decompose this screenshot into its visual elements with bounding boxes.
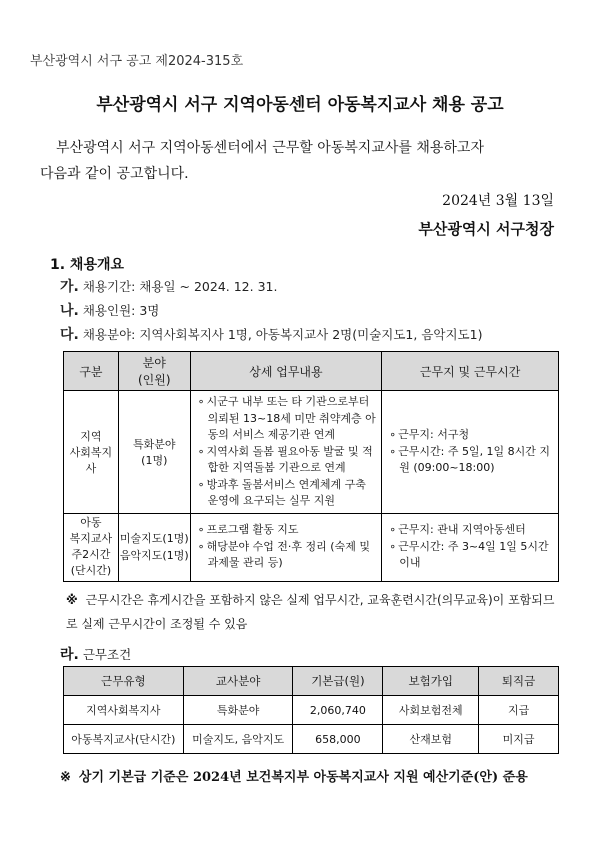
table-cell: 지급	[479, 696, 559, 725]
workplace-cell	[382, 513, 559, 581]
table-cell: 658,000	[293, 725, 383, 754]
bullet-icon: ∘	[197, 539, 205, 553]
table-cell: 특화분야	[183, 696, 293, 725]
list-item: ∘ 시군구 내부 또는 타 기관으로부터 의뢰된 13~18세 미만 취약계층 아동의 서비스 제공기관 연계	[197, 395, 376, 441]
table-row	[64, 391, 559, 514]
list-item: ∘ 방과후 돌봄서비스 연계체계 구축 운영에 요구되는 실무 지원	[197, 477, 366, 507]
duties-cell	[190, 391, 382, 514]
work-conditions-table	[63, 666, 559, 754]
page-title: 부산광역시 서구 지역아동센터 아동복지교사 채용 공고	[96, 95, 504, 115]
table-cell: 산재보험	[383, 725, 479, 754]
header-cell: 상세 업무내용	[190, 352, 382, 391]
header-cell: 기본급(원)	[293, 667, 383, 696]
notice-date: 2024년 3월 13일	[442, 193, 554, 209]
item-marker: 다.	[60, 327, 79, 343]
note-text: 상기 기본급 기준은 2024년 보건복지부 아동복지교사 지원 예산기준(안) 준용	[78, 770, 528, 785]
list-item: ∘ 근무지: 관내 지역아동센터	[389, 523, 526, 537]
table-cell: 미술지도, 음악지도	[183, 725, 293, 754]
bullet-icon: ∘	[197, 523, 205, 537]
list-item	[60, 324, 482, 344]
header-cell: 보험가입	[383, 667, 479, 696]
item-text: 채용인원: 3명	[82, 303, 160, 318]
note-marker: ※	[60, 770, 71, 785]
category-cell: 아동 복지교사 주2시간 (단시간)	[64, 513, 119, 581]
table-cell: 미지급	[479, 725, 559, 754]
table-row	[64, 696, 559, 725]
bullet-icon: ∘	[197, 444, 205, 458]
list-item: ∘ 근무시간: 주 3~4일 1일 5시간 이내	[389, 539, 549, 570]
table-cell: 지역사회복지사	[64, 696, 184, 725]
table-cell: 사회보험전체	[383, 696, 479, 725]
item-marker: 나.	[60, 303, 79, 319]
salary-basis-note	[60, 766, 528, 785]
header-cell: 분야 (인원)	[118, 352, 190, 391]
table-row	[64, 725, 559, 754]
item-text: 근무조건	[82, 647, 132, 662]
header-cell: 퇴직금	[479, 667, 559, 696]
intro-line-2: 다음과 같이 공고합니다.	[40, 166, 189, 182]
bullet-icon: ∘	[389, 444, 397, 458]
header-cell: 교사분야	[183, 667, 293, 696]
bullet-icon: ∘	[389, 428, 397, 441]
category-cell: 지역 사회복지사	[64, 391, 119, 514]
table-cell: 아동복지교사(단시간)	[64, 725, 184, 754]
list-item: ∘ 근무시간: 주 5일, 1일 8시간 지원 (09:00~18:00)	[389, 444, 551, 474]
list-item: ∘ 프로그램 활동 지도	[197, 523, 299, 537]
list-item: ∘ 근무지: 서구청	[389, 428, 470, 441]
note-marker: ※	[66, 593, 78, 607]
section-heading: 1. 채용개요	[50, 257, 125, 273]
item-marker: 라.	[60, 647, 79, 663]
work-hours-note	[66, 588, 566, 636]
item-marker: 가.	[60, 279, 79, 295]
bullet-icon: ∘	[197, 477, 205, 491]
bullet-icon: ∘	[197, 395, 205, 408]
field-cell: 미술지도(1명) 음악지도(1명)	[118, 513, 190, 581]
list-item	[60, 276, 277, 296]
notice-number: 부산광역시 서구 공고 제2024-315호	[30, 54, 244, 69]
item-text: 채용기간: 채용일 ~ 2024. 12. 31.	[82, 279, 278, 294]
table-cell: 2,060,740	[293, 696, 383, 725]
note-text: 근무시간은 휴게시간을 포함하지 않은 실제 업무시간, 교육훈련시간(의무교육)이 포함되므로 실제 근무시간이 조정될 수 있음	[66, 593, 555, 631]
list-item: ∘ 지역사회 돌봄 필요아동 발굴 및 적합한 지역돌봄 기관으로 연계	[197, 444, 373, 474]
table-header-row	[64, 352, 559, 391]
bullet-icon: ∘	[389, 523, 397, 537]
header-cell: 근무유형	[64, 667, 184, 696]
subsection-heading	[60, 644, 131, 664]
table-row	[64, 513, 559, 581]
bullet-icon: ∘	[389, 539, 397, 553]
duties-cell	[190, 513, 382, 581]
header-cell: 근무지 및 근무시간	[382, 352, 559, 391]
header-cell: 구분	[64, 352, 119, 391]
table-header-row	[64, 667, 559, 696]
item-text: 채용분야: 지역사회복지사 1명, 아동복지교사 2명(미술지도1, 음악지도1)	[82, 327, 483, 342]
field-cell: 특화분야 (1명)	[118, 391, 190, 514]
issuer: 부산광역시 서구청장	[418, 220, 554, 238]
recruitment-table	[63, 351, 559, 582]
intro-line-1: 부산광역시 서구 지역아동센터에서 근무할 아동복지교사를 채용하고자	[56, 140, 484, 156]
workplace-cell	[382, 391, 559, 514]
list-item	[60, 300, 159, 320]
list-item: ∘ 해당분야 수업 전·후 정리 (숙제 및 과제물 관리 등)	[197, 539, 370, 570]
